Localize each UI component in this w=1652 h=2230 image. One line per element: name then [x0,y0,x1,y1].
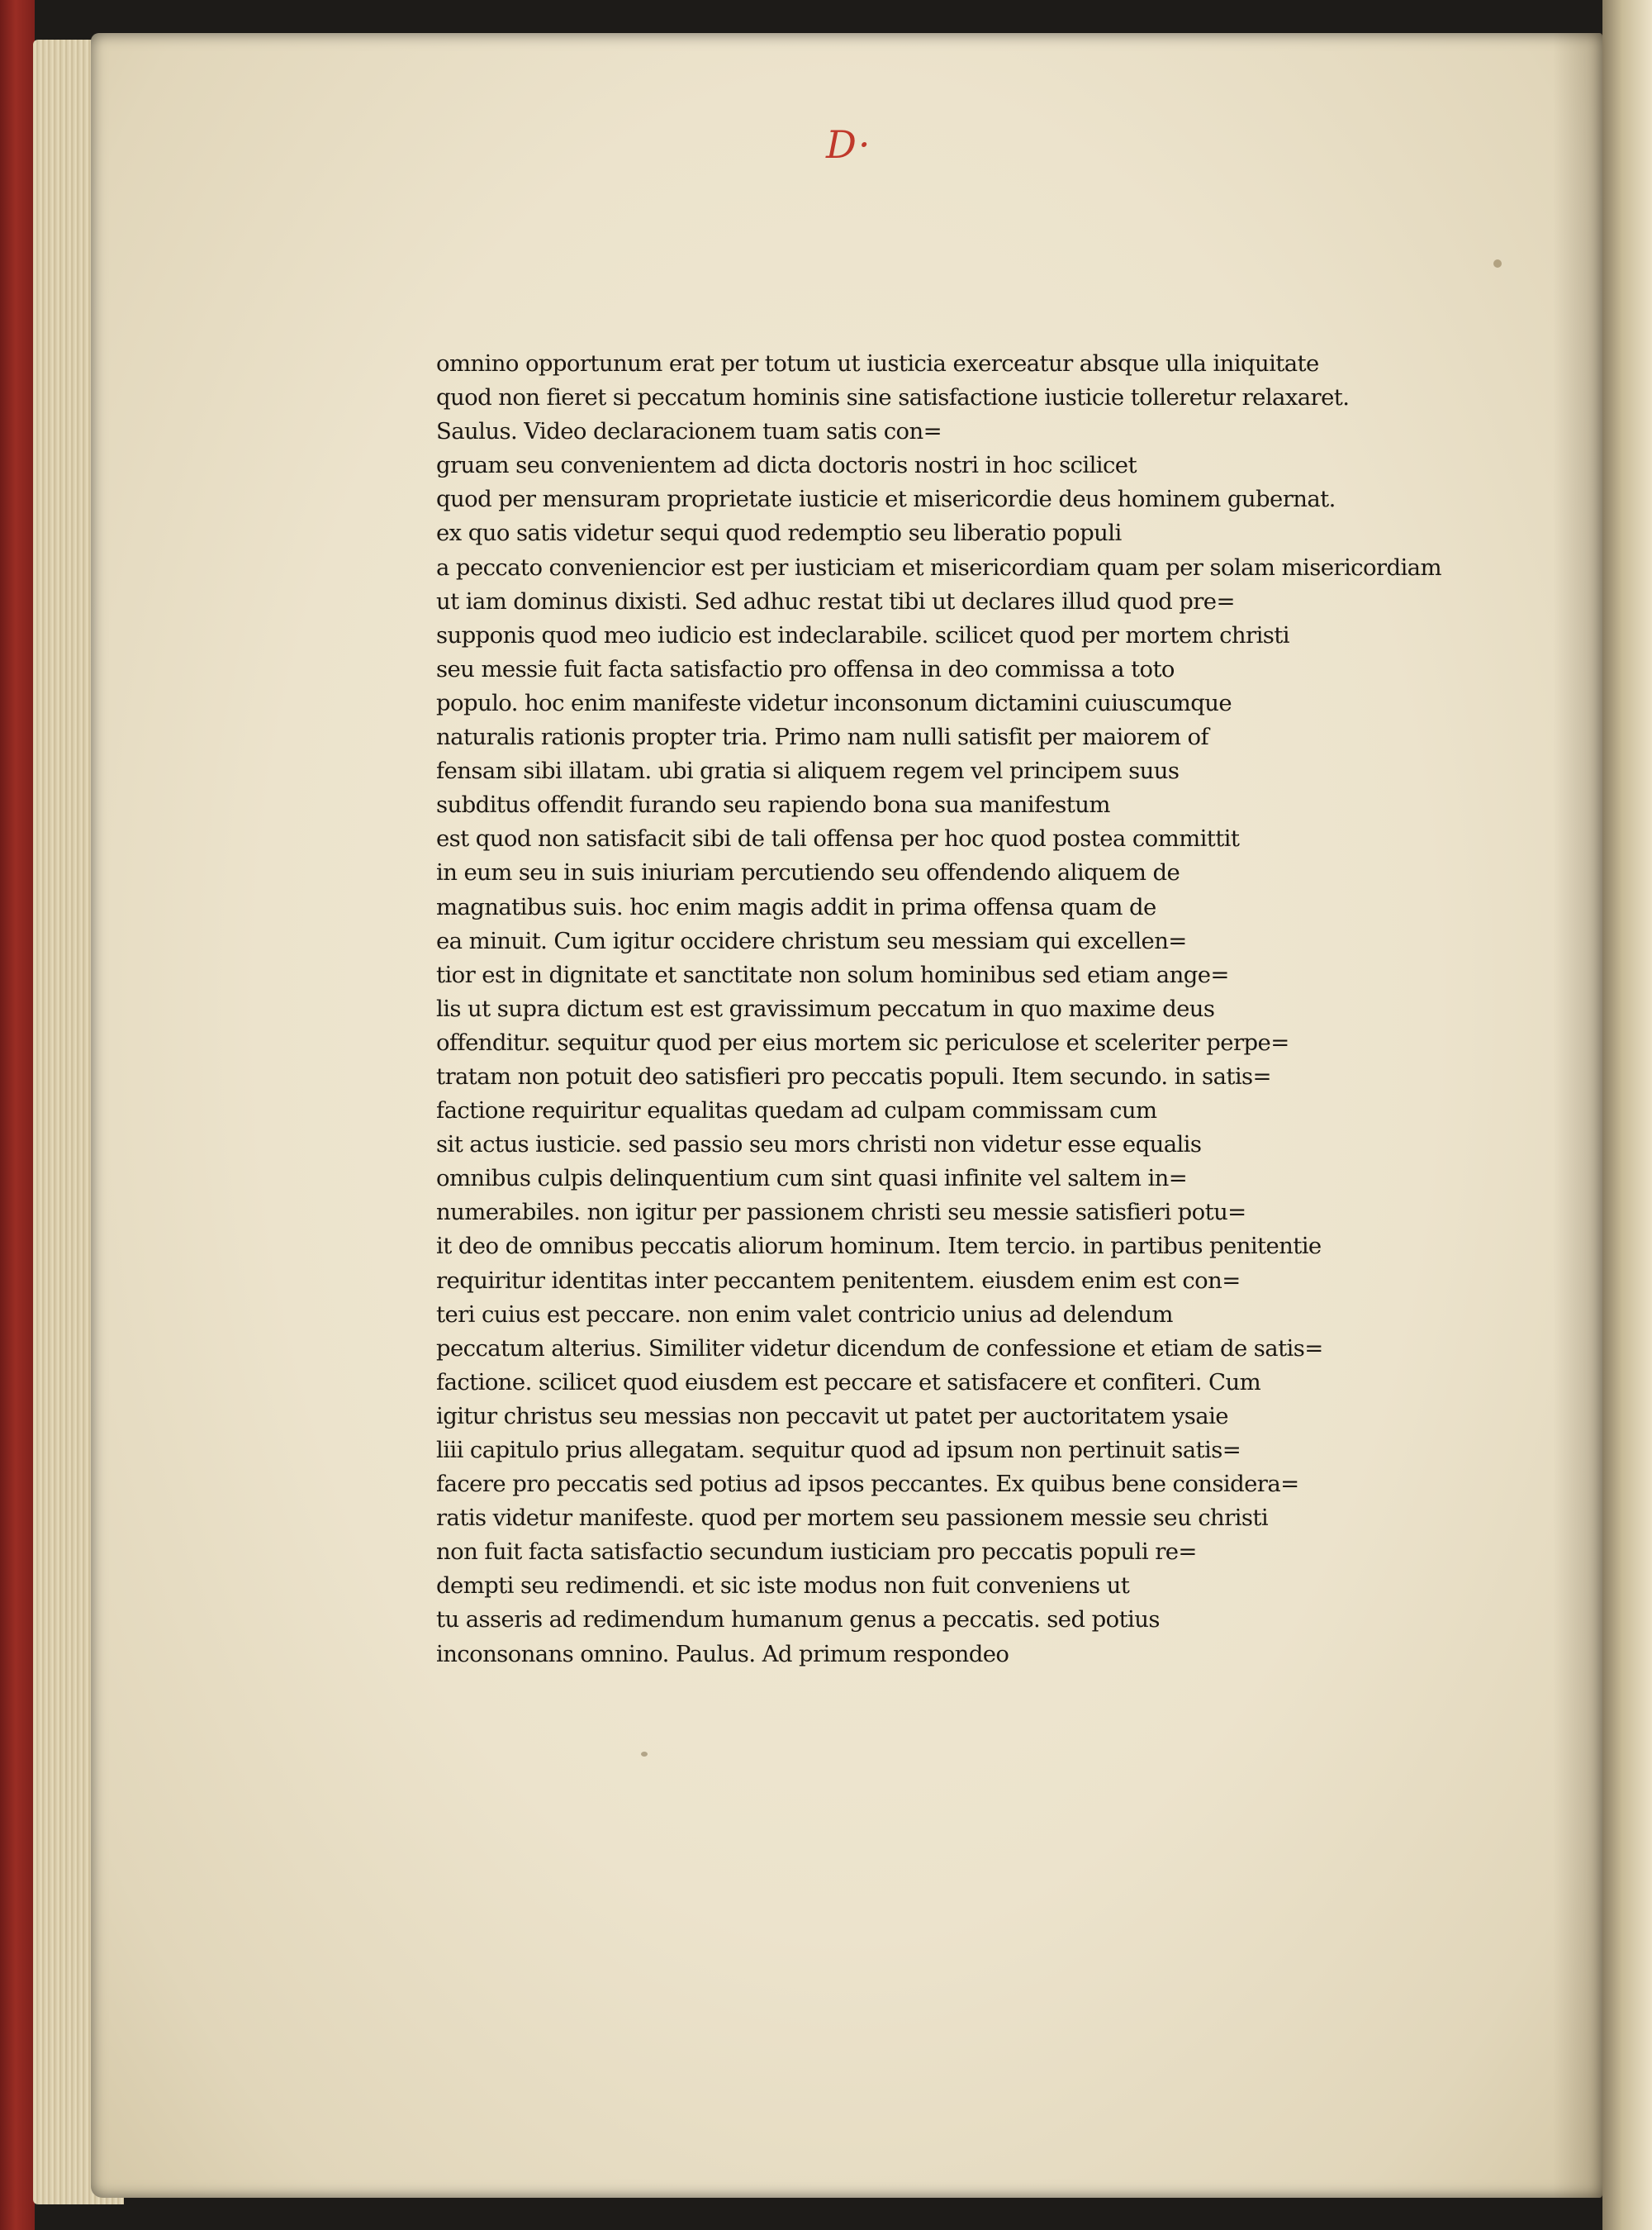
text-line: lis ut supra dictum est est gravissimum peccatum in quo maxime deus [436,995,1215,1022]
text-line: Saulus. Video declaracionem tuam satis con= [436,418,942,445]
text-line: peccatum alterius. Similiter videtur dicendum de confessione et etiam de satis= [436,1334,1323,1362]
text-line: numerabiles. non igitur per passionem christi seu messie satisfieri potu= [436,1199,1246,1226]
text-line: tratam non potuit deo satisfieri pro peccatis populi. Item secundo. in satis= [436,1063,1271,1090]
text-line: quod per mensuram proprietate iusticie et misericordie deus hominem gubernat. [436,486,1336,513]
folio-mark: D· [826,122,872,167]
text-line: magnatibus suis. hoc enim magis addit in prima offensa quam de [436,893,1156,920]
text-line: sit actus iusticie. sed passio seu mors christi non videtur esse equalis [436,1131,1202,1158]
page-curl-shadow [1553,33,1602,2198]
text-line: factione requiritur equalitas quedam ad culpam commissam cum [436,1097,1157,1125]
text-line: omnibus culpis delinquentium cum sint quasi infinite vel saltem in= [436,1165,1188,1192]
text-line: ea minuit. Cum igitur occidere christum seu messiam qui excellen= [436,927,1187,954]
text-line: in eum seu in suis iniuriam percutiendo seu offendendo aliquem de [436,859,1180,887]
text-line: offenditur. sequitur quod per eius mortem sic periculose et sceleriter perpe= [436,1029,1289,1056]
text-line: requiritur identitas inter peccantem penitentem. eiusdem enim est con= [436,1267,1241,1294]
text-line: liii capitulo prius allegatam. sequitur quod ad ipsum non pertinuit satis= [436,1437,1241,1463]
text-line: supponis quod meo iudicio est indeclarabile. scilicet quod per mortem christi [436,621,1289,649]
text-line: tu asseris ad redimendum humanum genus a peccatis. sed potius [436,1606,1160,1633]
text-line: factione. scilicet quod eiusdem est peccare et satisfacere et confiteri. Cum [436,1368,1261,1396]
text-line: ut iam dominus dixisti. Sed adhuc restat tibi ut declares illud quod pre= [436,587,1235,615]
foxing-spot [641,1752,648,1757]
text-line: quod non fieret si peccatum hominis sine satisfactione iusticie tolleretur relaxaret. [436,384,1350,411]
text-line: ex quo satis videtur sequi quod redemptio seu liberatio populi [436,520,1122,547]
red-book-cover [0,0,35,2230]
text-line: facere pro peccatis sed potius ad ipsos peccantes. Ex quibus bene considera= [436,1471,1299,1498]
text-line: a peccato conveniencior est per iusticiam et misericordiam quam per solam misericordiam [436,554,1441,581]
text-line: populo. hoc enim manifeste videtur inconsonum dictamini cuiuscumque [436,689,1232,716]
text-line: igitur christus seu messias non peccavit ut patet per auctoritatem ysaie [436,1402,1228,1429]
text-line: fensam sibi illatam. ubi gratia si aliquem regem vel principem suus [436,758,1180,785]
text-block [436,347,1441,1671]
text-line: seu messie fuit facta satisfactio pro offensa in deo commissa a toto [436,655,1175,682]
text-line: non fuit facta satisfactio secundum iusticiam pro peccatis populi re= [436,1538,1197,1566]
binding-gutter [1602,0,1652,2230]
text-line: omnino opportunum erat per totum ut iusticia exerceatur absque ulla iniquitate [436,350,1319,377]
text-line: it deo de omnibus peccatis aliorum hominum. Item tercio. in partibus penitentie [436,1233,1322,1260]
text-line: gruam seu convenientem ad dicta doctoris nostri in hoc scilicet [436,452,1137,479]
foxing-spot [1493,259,1502,268]
text-line: dempti seu redimendi. et sic iste modus non fuit conveniens ut [436,1572,1130,1600]
text-line: subditus offendit furando seu rapiendo bona sua manifestum [436,792,1110,819]
text-line: inconsonans omnino. Paulus. Ad primum respondeo [436,1640,1009,1667]
text-line: ratis videtur manifeste. quod per mortem seu passionem messie seu christi [436,1505,1269,1532]
text-line: est quod non satisfacit sibi de tali offensa per hoc quod postea committit [436,825,1240,853]
text-line: teri cuius est peccare. non enim valet contricio unius ad delendum [436,1300,1173,1328]
text-line: tior est in dignitate et sanctitate non solum hominibus sed etiam ange= [436,961,1229,988]
text-line: naturalis rationis propter tria. Primo nam nulli satisfit per maiorem of [436,724,1209,751]
